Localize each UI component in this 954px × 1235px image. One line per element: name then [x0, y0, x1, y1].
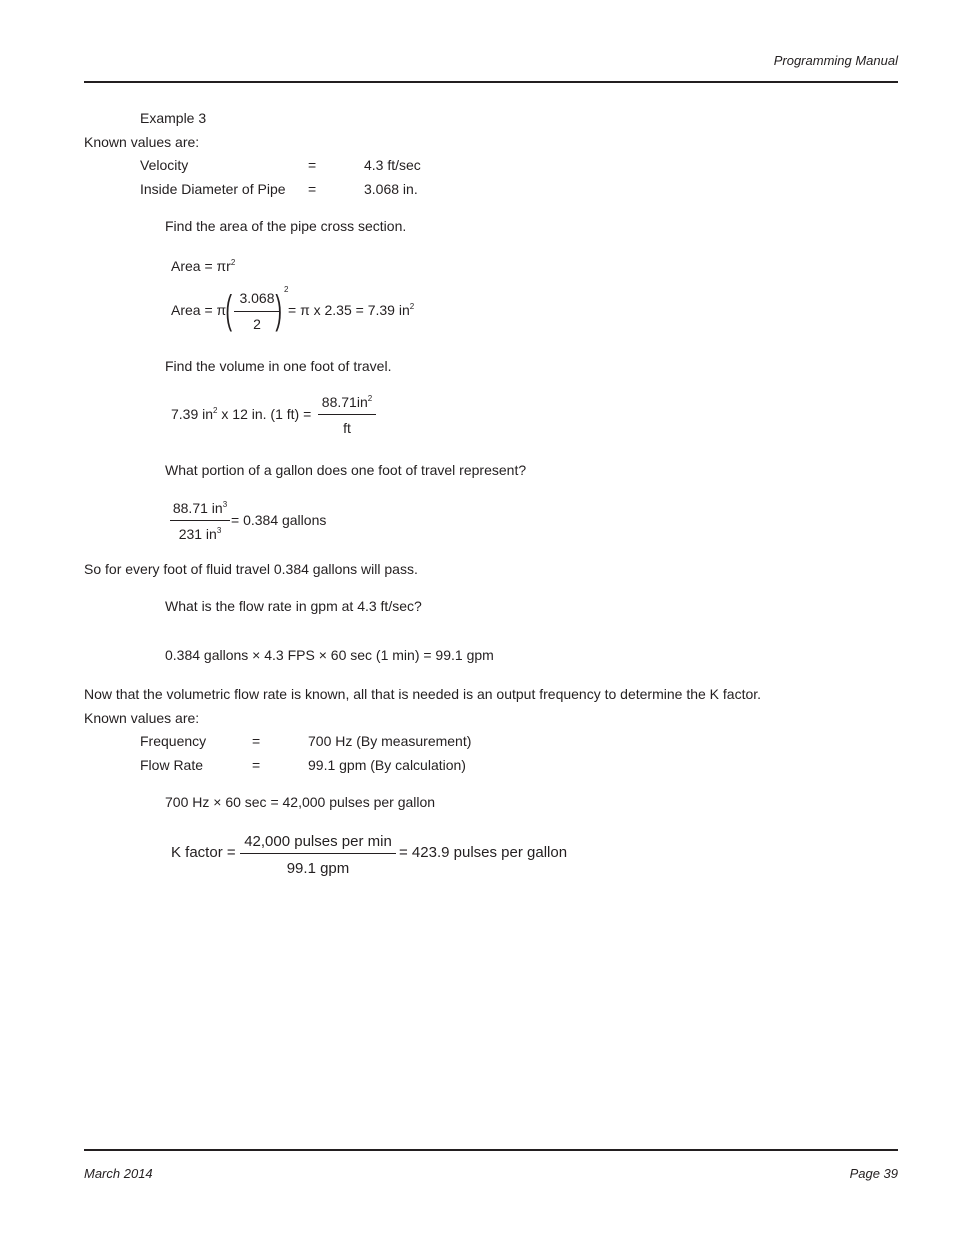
known-values-label: Known values are:	[84, 134, 200, 150]
volume-left	[171, 406, 311, 422]
area-formula	[171, 258, 235, 274]
portion-question: What portion of a gallon does one foot of travel represent?	[165, 462, 527, 478]
running-header: Programming Manual	[773, 53, 898, 68]
paren-exponent: 2	[284, 285, 289, 294]
left-paren: (	[225, 288, 232, 332]
volume-fraction-denominator: ft	[343, 420, 351, 436]
now-that-text: Now that the volumetric flow rate is known, all that is needed is an output frequency to determine the K factor.	[84, 686, 762, 702]
volume-num-text: 88.71in	[321, 394, 368, 410]
find-volume-text: Find the volume in one foot of travel.	[165, 358, 392, 374]
area-calc-right	[288, 302, 414, 318]
flow-question: What is the flow rate in gpm at 4.3 ft/sec?	[165, 598, 422, 614]
k-factor-result: = 423.9 pulses per gallon	[399, 844, 568, 861]
volume-fraction-numerator	[318, 394, 376, 410]
gallon-fraction-denominator	[170, 526, 230, 542]
area-calc-left: Area = π	[171, 302, 227, 318]
gallon-fraction-numerator	[170, 500, 230, 516]
gallon-den-text: 231 in	[178, 526, 217, 542]
so-for-text: So for every foot of fluid travel 0.384 gallons will pass.	[84, 561, 418, 577]
right-paren: )	[275, 288, 282, 332]
area-formula-text: Area = πr	[171, 258, 231, 274]
diameter-equals: =	[308, 181, 317, 197]
known-values-label-2: Known values are:	[84, 710, 200, 726]
flow-rate-equals: =	[252, 757, 261, 773]
area-calc-result-exponent: 2	[409, 302, 415, 311]
k-factor-numerator: 42,000 pulses per min	[244, 833, 392, 850]
frequency-value: 700 Hz (By measurement)	[308, 733, 472, 749]
volume-left-exponent: 2	[213, 406, 218, 415]
frequency-label: Frequency	[140, 733, 207, 749]
k-factor-bar	[240, 853, 396, 854]
flow-rate-value: 99.1 gpm (By calculation)	[308, 757, 466, 773]
footer-rule	[84, 1149, 898, 1151]
volume-num-exponent: 2	[367, 394, 373, 403]
gallon-fraction	[170, 500, 230, 542]
k-factor-left: K factor =	[171, 844, 236, 861]
velocity-equals: =	[308, 157, 317, 173]
find-area-text: Find the area of the pipe cross section.	[165, 218, 407, 234]
volume-left-a: 7.39 in	[171, 406, 214, 422]
gallon-num-exponent: 3	[222, 500, 228, 509]
area-fraction-bar	[234, 311, 280, 312]
flow-rate-label: Flow Rate	[140, 757, 204, 773]
gallon-num-text: 88.71 in	[172, 500, 223, 516]
footer-date: March 2014	[84, 1166, 153, 1181]
area-calc-result: = π x 2.35 = 7.39 in	[288, 302, 410, 318]
gallon-fraction-bar	[170, 520, 230, 521]
area-formula-exponent: 2	[230, 258, 236, 267]
gallon-result: = 0.384 gallons	[231, 512, 327, 528]
area-fraction	[234, 290, 280, 332]
page-number: Page 39	[849, 1166, 898, 1181]
area-fraction-denominator: 2	[253, 316, 261, 332]
k-factor-fraction	[240, 833, 396, 877]
volume-left-b: x 12 in. (1 ft) =	[217, 406, 312, 422]
volume-fraction-bar	[318, 414, 376, 415]
velocity-label: Velocity	[140, 157, 189, 173]
diameter-value: 3.068 in.	[364, 181, 418, 197]
header-rule	[84, 81, 898, 83]
example-heading: Example 3	[140, 110, 207, 126]
volume-fraction	[318, 394, 376, 436]
area-fraction-numerator: 3.068	[239, 290, 275, 306]
flow-calculation: 0.384 gallons × 4.3 FPS × 60 sec (1 min) = 99.1 gpm	[165, 647, 494, 663]
velocity-value: 4.3 ft/sec	[364, 157, 421, 173]
gallon-den-exponent: 3	[216, 526, 222, 535]
pulses-calculation: 700 Hz × 60 sec = 42,000 pulses per gallon	[165, 794, 436, 810]
diameter-label: Inside Diameter of Pipe	[140, 181, 286, 197]
frequency-equals: =	[252, 733, 261, 749]
k-factor-denominator: 99.1 gpm	[286, 860, 350, 877]
